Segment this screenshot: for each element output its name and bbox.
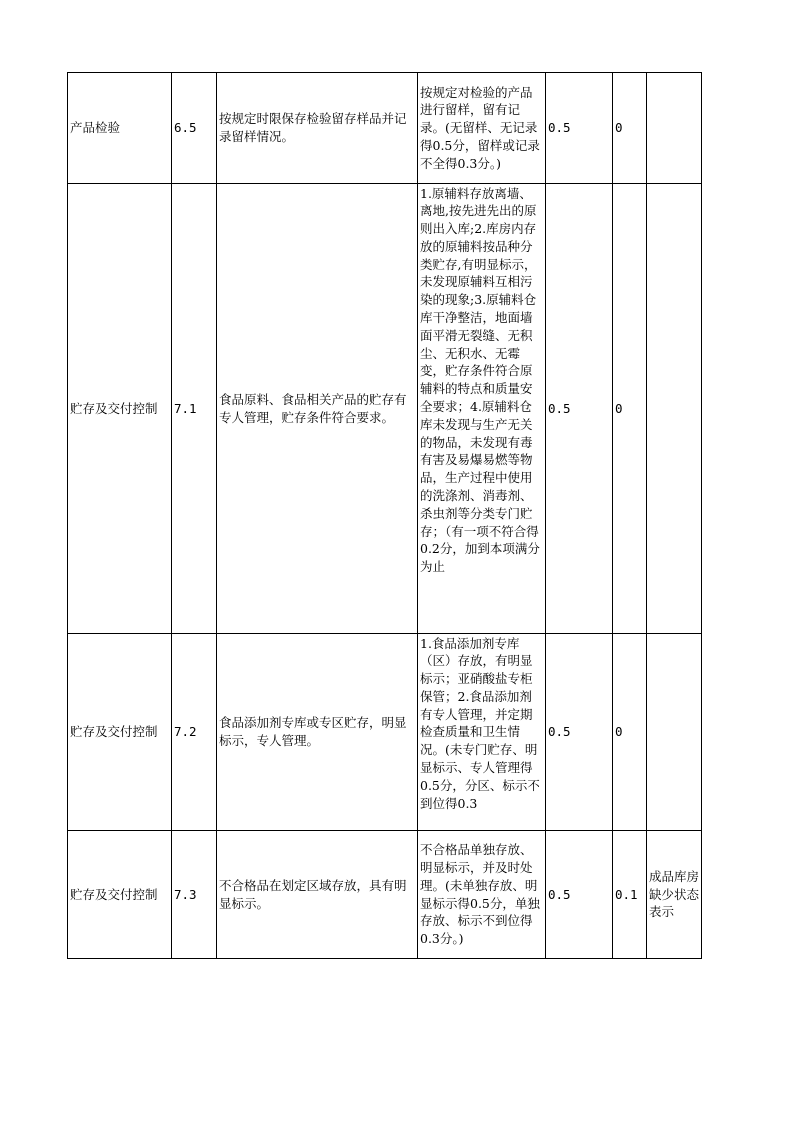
- requirement-cell: 不合格品在划定区域存放，具有明显标示。: [217, 831, 418, 959]
- table-row: [68, 831, 702, 959]
- table-row: [68, 634, 702, 831]
- table-row: [68, 184, 702, 634]
- score-cell: 0.5: [546, 634, 613, 831]
- deduction-cell: 0: [613, 634, 647, 831]
- criteria-cell: [418, 634, 546, 831]
- note-cell: [647, 634, 702, 831]
- category-cell: 贮存及交付控制: [68, 634, 172, 831]
- requirement-cell: 食品添加剂专库或专区贮存，明显标示，专人管理。: [217, 634, 418, 831]
- inspection-table: [67, 72, 702, 959]
- note-cell: [647, 73, 702, 184]
- score-cell: 0.5: [546, 831, 613, 959]
- criteria-cell: [418, 184, 546, 634]
- deduction-cell: 0.1: [613, 831, 647, 959]
- requirement-cell: 食品原料、食品相关产品的贮存有专人管理，贮存条件符合要求。: [217, 184, 418, 634]
- criteria-text: 按规定对检验的产品进行留样，留有记录。(无留样、无记录得0.5分，留样或记录不全得0.3分。): [420, 84, 540, 171]
- note-cell: 成品库房缺少状态表示: [647, 831, 702, 959]
- note-cell: [647, 184, 702, 634]
- score-cell: 0.5: [546, 73, 613, 184]
- criteria-text: 1.原辅料存放离墙、离地,按先进先出的原则出入库;2.库房内存放的原辅料按品种分类贮存,有明显标示，未发现原辅料互相污染的现象;3.原辅料仓库干净整洁，地面墙面平滑无裂缝、无积尘、无积水、无霉变，贮存条件符合原辅料的特点和质量安全要求；4.原辅料仓库未发现与生产无关的物品，未发现有毒有害及易爆易燃等物品，生产过程中使用的洗涤剂、消毒剂、杀虫剂等分类专门贮存；（有一项不符合得0.2分，加到本项满分为止: [420, 185, 540, 575]
- code-cell: 6.5: [172, 73, 217, 184]
- category-cell: 贮存及交付控制: [68, 831, 172, 959]
- criteria-cell: [418, 831, 546, 959]
- deduction-cell: 0: [613, 73, 647, 184]
- score-cell: 0.5: [546, 184, 613, 634]
- deduction-cell: 0: [613, 184, 647, 634]
- table-row: [68, 73, 702, 184]
- code-cell: 7.3: [172, 831, 217, 959]
- category-cell: 产品检验: [68, 73, 172, 184]
- code-cell: 7.1: [172, 184, 217, 634]
- code-cell: 7.2: [172, 634, 217, 831]
- criteria-text: 不合格品单独存放、明显标示，并及时处理。(未单独存放、明显标示得0.5分，单独存放、标示不到位得0.3分。): [420, 842, 540, 947]
- requirement-cell: 按规定时限保存检验留存样品并记录留样情况。: [217, 73, 418, 184]
- criteria-text: 1.食品添加剂专库（区）存放，有明显标示；亚硝酸盐专柜保管；2.食品添加剂有专人管理，并定期检查质量和卫生情况。(未专门贮存、明显标示、专人管理得0.5分，分区、标示不到位得0.3: [420, 635, 540, 811]
- category-cell: 贮存及交付控制: [68, 184, 172, 634]
- criteria-cell: [418, 73, 546, 184]
